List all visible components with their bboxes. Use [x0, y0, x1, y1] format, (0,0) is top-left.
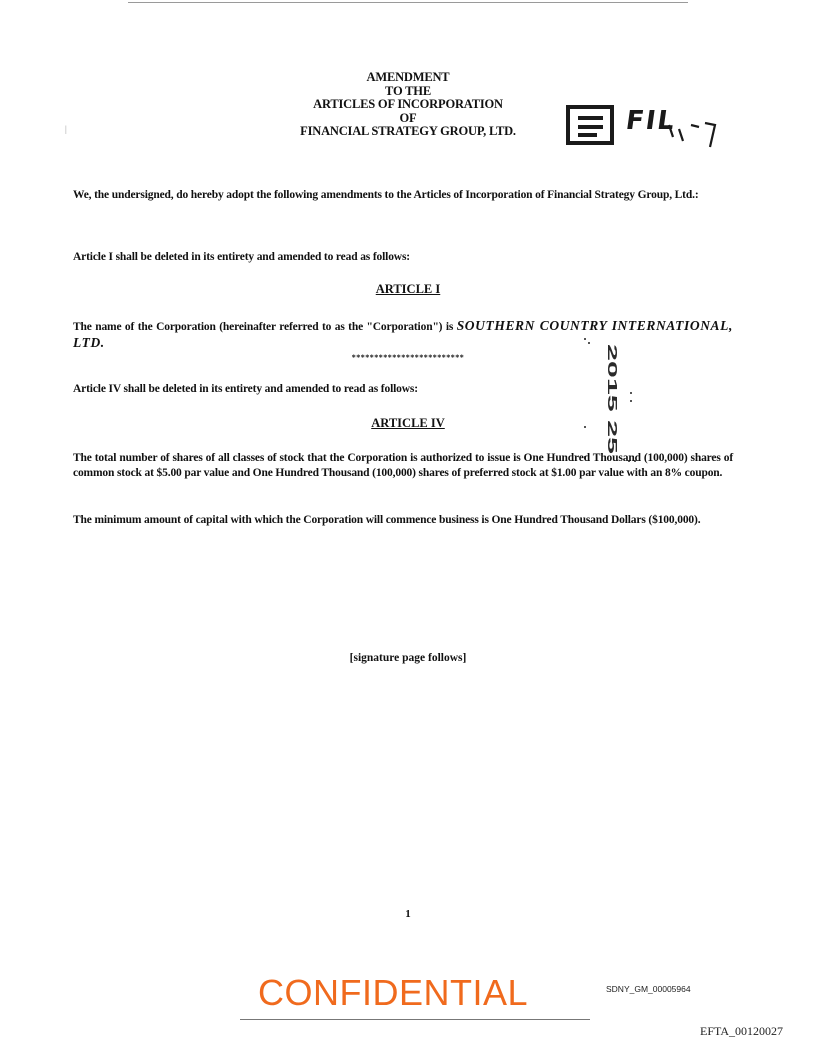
capital-paragraph: The minimum amount of capital with which the Corporation will commence business is One Hundred Thousand Dollars ($100,000). — [73, 514, 701, 526]
stamp-smudge — [669, 123, 715, 147]
top-rule — [128, 2, 688, 3]
corporation-name: SOUTHERN COUNTRY INTERNATIONAL, LTD. — [73, 318, 733, 350]
title-line: TO THE — [385, 83, 431, 98]
article1-heading: ARTICLE I — [375, 282, 441, 296]
file-stamp-icon — [568, 107, 612, 143]
efta-number: EFTA_00120027 — [700, 1024, 784, 1038]
document-title — [200, 71, 616, 139]
stamp-text: FIL — [623, 106, 679, 136]
article1-intro: Article I shall be deleted in its entirety and amended to read as follows: — [73, 251, 410, 263]
title-line: FINANCIAL STRATEGY GROUP, LTD. — [300, 124, 516, 138]
signature-note: [signature page follows] — [349, 652, 467, 664]
bottom-rule — [240, 1019, 590, 1020]
article4-text: The total number of shares of all classes of stock that the Corporation is authorized to issue is One Hundred Thousand (100,000) shares of common stock at $5.00 par value and One Hundred Thousand (100,000) shares of preferred stock at $1.00 par value with an 8% coupon. — [73, 452, 733, 479]
bates-number: SDNY_GM_00005964 — [606, 984, 691, 994]
article4-heading: ARTICLE IV — [371, 416, 445, 430]
date-stamp-text: 2015 25 — [605, 344, 620, 391]
article1-body: The name of the Corporation (hereinafter referred to as the "Corporation") is — [73, 321, 457, 333]
margin-mark: | — [65, 124, 67, 134]
confidential-mark: CONFIDENTIAL — [258, 972, 529, 1013]
separator-stars: ************************* — [351, 353, 465, 362]
page-number: 1 — [405, 908, 411, 920]
title-line: AMENDMENT — [366, 70, 450, 84]
title-line: OF — [399, 110, 417, 125]
article4-intro: Article IV shall be deleted in its entirety and amended to read as follows: — [73, 383, 418, 395]
title-line: ARTICLES OF INCORPORATION — [313, 97, 503, 111]
intro-paragraph: We, the undersigned, do hereby adopt the following amendments to the Articles of Incorporation of Financial Strategy Group, Ltd.: — [73, 189, 699, 201]
